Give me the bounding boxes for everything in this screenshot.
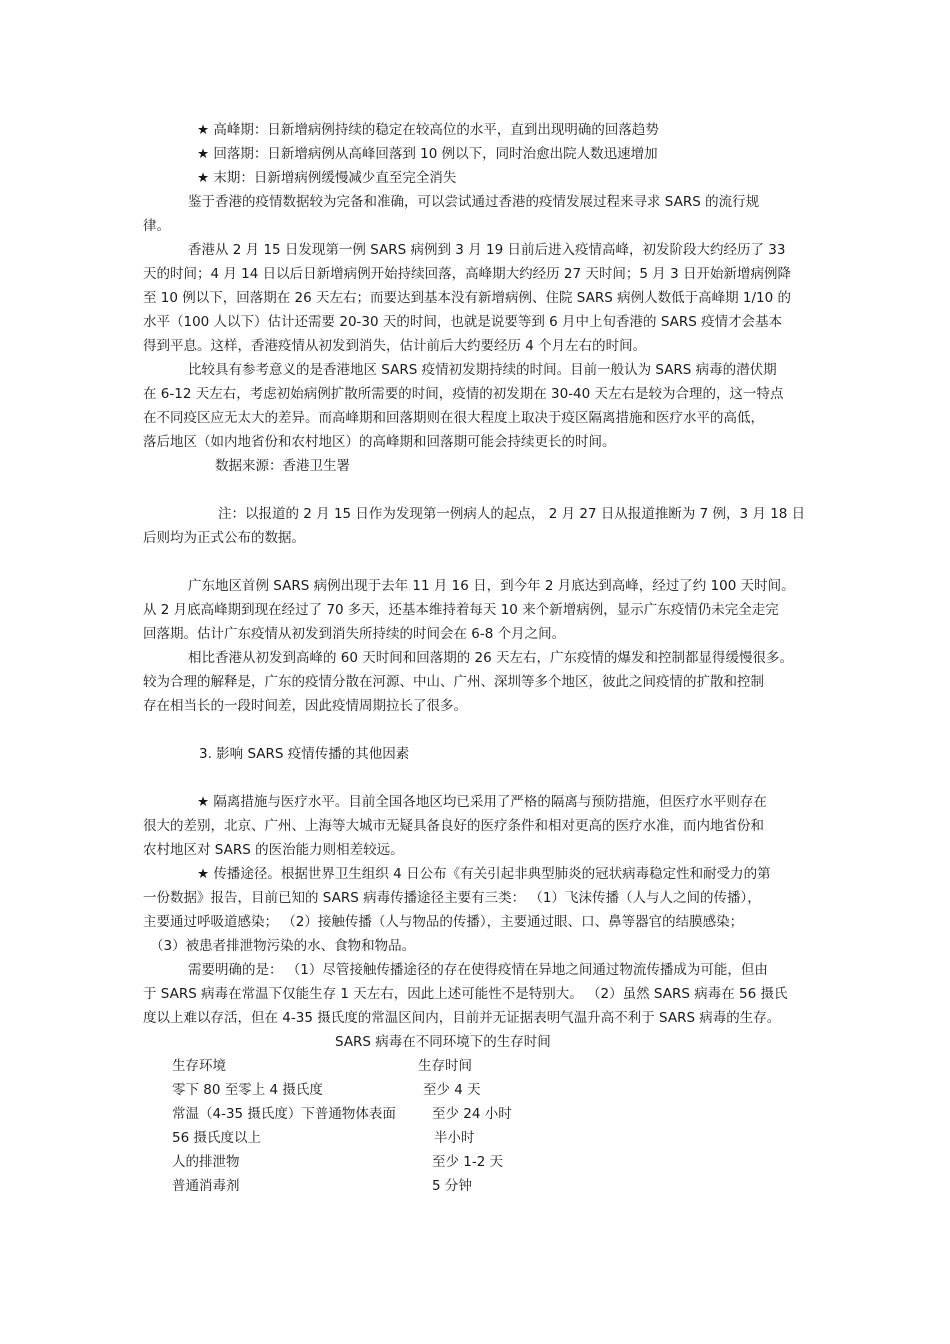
paragraph-line: 得到平息。这样，香港疫情从初发到消失，估计前后大约要经历 4 个月左右的时间。 bbox=[143, 338, 647, 354]
paragraph-line: 回落期。估计广东疫情从初发到消失所持续的时间会在 6-8 个月之间。 bbox=[143, 626, 566, 642]
paragraph-line: 广东地区首例 SARS 病例出现于去年 11 月 16 日，到今年 2 月底达到高峰，经过了约 100 天时间。 bbox=[188, 578, 795, 594]
paragraph-line: 存在相当长的一段时间差，因此疫情周期拉长了很多。 bbox=[143, 698, 467, 714]
phase-decline: ★ 回落期：日新增病例从高峰回落到 10 例以下，同时治愈出院人数迅速增加 bbox=[197, 146, 658, 162]
table-header: 生存时间 bbox=[418, 1058, 472, 1074]
paragraph-line: 主要通过呼吸道感染； （2）接触传播（人与物品的传播），主要通过眼、口、鼻等器官的结膜感染； bbox=[143, 914, 744, 930]
table-cell: 至少 1-2 天 bbox=[432, 1154, 504, 1170]
table-cell: 常温（4-35 摄氏度）下普通物体表面 bbox=[172, 1106, 396, 1122]
paragraph-line: 于 SARS 病毒在常温下仅能生存 1 天左右，因此上述可能性不是特别大。 （2）虽然 SARS 病毒在 56 摄氏 bbox=[143, 986, 788, 1002]
table-cell: 5 分钟 bbox=[432, 1178, 472, 1194]
paragraph-line: 鉴于香港的疫情数据较为完备和准确，可以尝试通过香港的疫情发展过程来寻求 SARS 的流行规 bbox=[188, 194, 760, 210]
table-cell: 零下 80 至零上 4 摄氏度 bbox=[172, 1082, 323, 1098]
paragraph-line: 从 2 月底高峰期到现在经过了 70 多天，还基本维持着每天 10 来个新增病例，显示广东疫情仍未完全走完 bbox=[143, 602, 779, 618]
table-cell: 人的排泄物 bbox=[172, 1154, 240, 1170]
table-caption: SARS 病毒在不同环境下的生存时间 bbox=[335, 1034, 551, 1050]
paragraph-line: 农村地区对 SARS 的医治能力则相差较远。 bbox=[143, 842, 404, 858]
section-heading: 3. 影响 SARS 疫情传播的其他因素 bbox=[199, 746, 410, 762]
paragraph-line: 相比香港从初发到高峰的 60 天时间和回落期的 26 天左右，广东疫情的爆发和控制都显得缓慢很多。 bbox=[188, 650, 794, 666]
paragraph-line: 至 10 例以下，回落期在 26 天左右；而要达到基本没有新增病例、住院 SARS 病例人数低于高峰期 1/10 的 bbox=[143, 290, 792, 306]
note-line: 后则均为正式公布的数据。 bbox=[143, 530, 305, 546]
paragraph-line: 比较具有参考意义的是香港地区 SARS 疫情初发期持续的时间。目前一般认为 SARS 病毒的潜伏期 bbox=[188, 362, 777, 378]
paragraph-line: 水平（100 人以下）估计还需要 20-30 天的时间，也就是说要等到 6 月中上旬香港的 SARS 疫情才会基本 bbox=[143, 314, 783, 330]
data-source: 数据来源：香港卫生署 bbox=[215, 458, 350, 474]
paragraph-line: 很大的差别，北京、广州、上海等大城市无疑具备良好的医疗条件和相对更高的医疗水准，而内地省份和 bbox=[143, 818, 764, 834]
paragraph-line: 在 6-12 天左右，考虑初始病例扩散所需要的时间，疫情的初发期在 30-40 天左右是较为合理的，这一特点 bbox=[143, 386, 784, 402]
table-header: 生存环境 bbox=[172, 1058, 226, 1074]
phase-peak: ★ 高峰期：日新增病例持续的稳定在较高位的水平，直到出现明确的回落趋势 bbox=[197, 122, 659, 138]
paragraph-line: ★ 传播途径。根据世界卫生组织 4 日公布《有关引起非典型肺炎的冠状病毒稳定性和耐受力的第 bbox=[197, 866, 771, 882]
table-cell: 普通消毒剂 bbox=[172, 1178, 240, 1194]
phase-end: ★ 末期：日新增病例缓慢减少直至完全消失 bbox=[197, 170, 457, 186]
paragraph-line: 在不同疫区应无太大的差异。而高峰期和回落期则在很大程度上取决于疫区隔离措施和医疗水平的高低， bbox=[143, 410, 764, 426]
note-line: 注：以报道的 2 月 15 日作为发现第一例病人的起点， 2 月 27 日从报道推断为 7 例，3 月 18 日 bbox=[218, 506, 806, 522]
paragraph-line: ★ 隔离措施与医疗水平。目前全国各地区均已采用了严格的隔离与预防措施，但医疗水平则存在 bbox=[197, 794, 767, 810]
table-cell: 56 摄氏度以上 bbox=[172, 1130, 261, 1146]
table-cell: 至少 24 小时 bbox=[432, 1106, 512, 1122]
paragraph-line: 度以上难以存活，但在 4-35 摄氏度的常温区间内，目前并无证据表明气温升高不利于 SARS 病毒的生存。 bbox=[143, 1010, 781, 1026]
paragraph-line: 天的时间；4 月 14 日以后日新增病例开始持续回落，高峰期大约经历 27 天时间；5 月 3 日开始新增病例降 bbox=[143, 266, 791, 282]
paragraph-line: 需要明确的是： （1）尽管接触传播途径的存在使得疫情在异地之间通过物流传播成为可能，但由 bbox=[188, 962, 768, 978]
paragraph-line: 香港从 2 月 15 日发现第一例 SARS 病例到 3 月 19 日前后进入疫情高峰，初发阶段大约经历了 33 bbox=[188, 242, 786, 258]
table-cell: 半小时 bbox=[434, 1130, 475, 1146]
paragraph-line: 律。 bbox=[143, 218, 170, 234]
paragraph-line: 较为合理的解释是，广东的疫情分散在河源、中山、广州、深圳等多个地区，彼此之间疫情的扩散和控制 bbox=[143, 674, 764, 690]
paragraph-line: 落后地区（如内地省份和农村地区）的高峰期和回落期可能会持续更长的时间。 bbox=[143, 434, 616, 450]
paragraph-line: （3）被患者排泄物污染的水、食物和物品。 bbox=[150, 938, 416, 954]
paragraph-line: 一份数据》报告，目前已知的 SARS 病毒传播途径主要有三类： （1）飞沫传播（人与人之间的传播）， bbox=[143, 890, 761, 906]
table-cell: 至少 4 天 bbox=[423, 1082, 481, 1098]
